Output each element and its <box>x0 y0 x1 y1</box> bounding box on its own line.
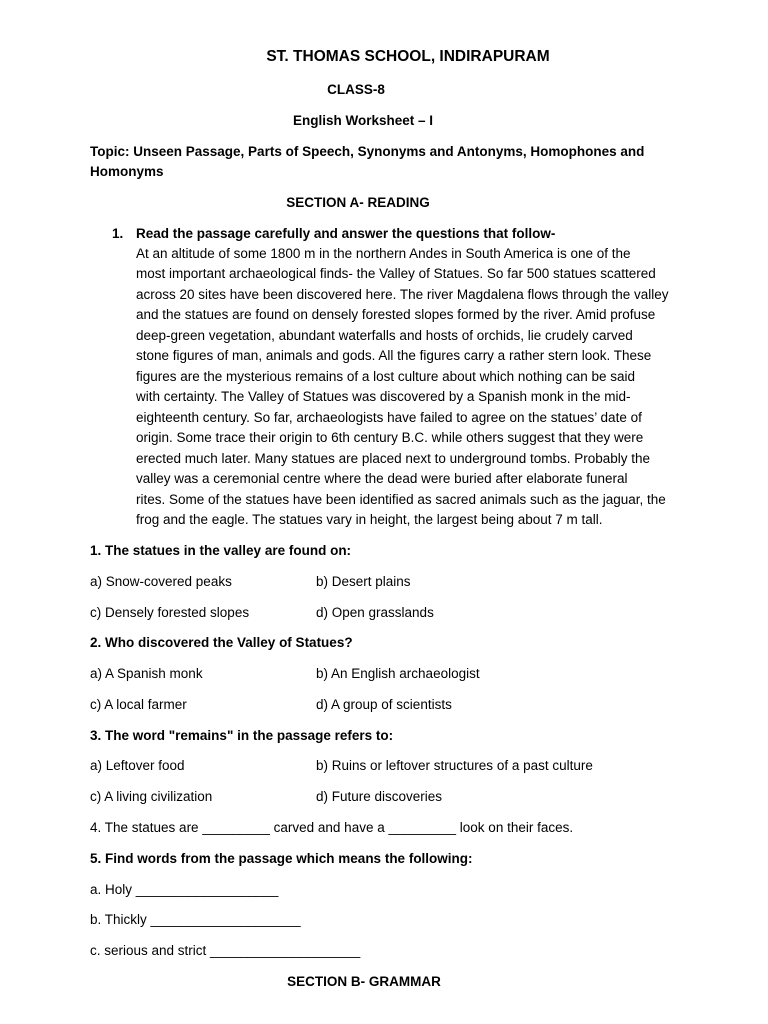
question-1-option-b: b) Desert plains <box>316 574 411 589</box>
passage-line: valley was a ceremonial centre where the dead were buried after elaborate funeral <box>136 471 628 486</box>
instruction-number: 1. <box>112 226 124 241</box>
passage-line: eighteenth century. So far, archaeologists have failed to agree on the statues’ date of <box>136 410 642 425</box>
topic-line-1: Topic: Unseen Passage, Parts of Speech, Synonyms and Antonyms, Homophones and <box>90 144 645 159</box>
question-5-item-a: a. Holy ___________________ <box>90 882 279 897</box>
question-1: 1. The statues in the valley are found on: <box>90 543 352 558</box>
question-3-option-b: b) Ruins or leftover structures of a past culture <box>316 758 593 773</box>
question-2-option-b: b) An English archaeologist <box>316 666 480 681</box>
passage-line: figures are the mysterious remains of a lost culture about which nothing can be said <box>136 369 636 384</box>
section-a-title: SECTION A- READING <box>286 195 430 210</box>
school-title: ST. THOMAS SCHOOL, INDIRAPURAM <box>266 48 550 65</box>
passage-line: rites. Some of the statues have been identified as sacred animals such as the jaguar, the <box>136 492 666 507</box>
question-2-option-c: c) A local farmer <box>90 697 187 712</box>
passage-line: At an altitude of some 1800 m in the northern Andes in South America is one of the <box>136 246 631 261</box>
passage-line: and the statues are found on densely forested slopes formed by the river. Amid profuse <box>136 307 656 322</box>
instruction-text: Read the passage carefully and answer the questions that follow- <box>136 226 556 241</box>
passage-line: most important archaeological finds- the Valley of Statues. So far 500 statues scattered <box>136 266 656 281</box>
passage-line: erected much later. Many statues are placed next to underground tombs. Probably the <box>136 451 651 466</box>
passage-line: with certainty. The Valley of Statues was discovered by a Spanish monk in the mid- <box>136 389 631 404</box>
question-2: 2. Who discovered the Valley of Statues? <box>90 635 353 650</box>
question-2-option-d: d) A group of scientists <box>316 697 452 712</box>
question-2-option-a: a) A Spanish monk <box>90 666 203 681</box>
question-1-option-d: d) Open grasslands <box>316 605 434 620</box>
question-5-item-c: c. serious and strict ____________________ <box>90 943 361 958</box>
passage-line: frog and the eagle. The statues vary in height, the largest being about 7 m tall. <box>136 512 603 527</box>
passage-line: stone figures of man, animals and gods. All the figures carry a rather stern look. These <box>136 348 652 363</box>
question-1-option-c: c) Densely forested slopes <box>90 605 250 620</box>
section-b-title: SECTION B- GRAMMAR <box>287 974 441 989</box>
question-1-option-a: a) Snow-covered peaks <box>90 574 232 589</box>
question-4: 4. The statues are _________ carved and have a _________ look on their faces. <box>90 820 574 835</box>
class-label: CLASS-8 <box>327 82 385 97</box>
passage-line: origin. Some trace their origin to 6th century B.C. while others suggest that they were <box>136 430 644 445</box>
worksheet-title: English Worksheet – I <box>292 113 434 128</box>
passage-line: across 20 sites have been discovered here. The river Magdalena flows through the valley <box>136 287 669 302</box>
question-3-option-d: d) Future discoveries <box>316 789 443 804</box>
topic-line-2: Homonyms <box>90 164 164 179</box>
question-3-option-a: a) Leftover food <box>90 758 185 773</box>
question-5-item-b: b. Thickly ____________________ <box>90 912 301 927</box>
passage-line: deep-green vegetation, abundant waterfalls and hosts of orchids, lie crudely carved <box>136 328 633 343</box>
question-3: 3. The word "remains" in the passage refers to: <box>90 728 394 743</box>
question-5: 5. Find words from the passage which means the following: <box>90 851 473 866</box>
question-3-option-c: c) A living civilization <box>90 789 213 804</box>
